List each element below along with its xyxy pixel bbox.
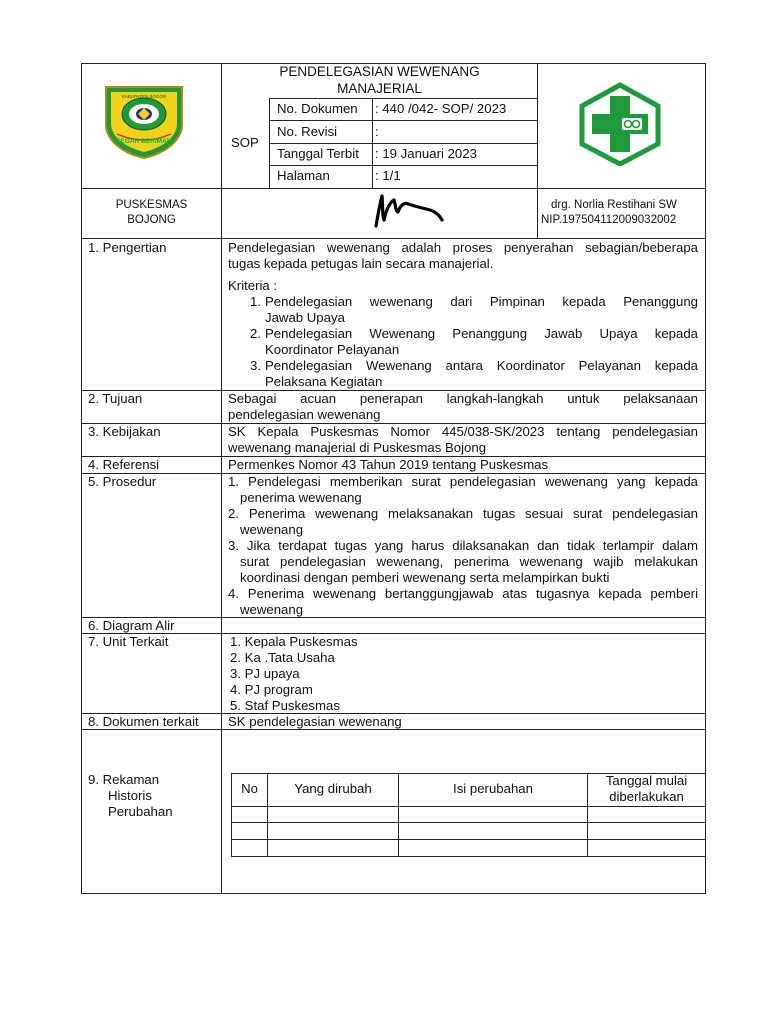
s5-step1-line2: penerima wewenang — [240, 490, 362, 505]
rev-col-content: Isi perubahan — [453, 781, 533, 796]
rev-col-changed: Yang dirubah — [294, 781, 372, 796]
s5-step3-line3: koordinasi dengan pemberi wewenang serta melampirkan bukti — [240, 570, 610, 585]
section-9-label-line1: 9. Rekaman — [88, 772, 160, 787]
row-line-6 — [81, 633, 706, 634]
rev-table-bottom — [231, 856, 706, 857]
header-title-bottom — [269, 98, 537, 99]
s5-step4-line1: 4. Penerima wewenang bertanggungjawab atas tugasnya kepada pemberi — [228, 586, 698, 601]
s7-unit-3: 3. PJ upaya — [230, 666, 300, 681]
section-9-label-line2: Historis — [108, 788, 152, 803]
s1-criteria-1-line2: Jawab Upaya — [265, 310, 345, 325]
issue-date-label: Tanggal Terbit — [277, 146, 359, 161]
page-label: Halaman — [277, 168, 330, 183]
doc-title-line1: PENDELEGASIAN WEWENANG — [279, 64, 480, 79]
s1-definition-line1: Pendelegasian wewenang adalah proses penyerahan sebagian/beberapa — [228, 240, 698, 255]
page-value: : 1/1 — [375, 168, 401, 183]
green-cross-icon — [578, 82, 662, 166]
s1-criteria-2-line1: Pendelegasian Wewenang Penanggung Jawab Upaya kepada — [265, 326, 698, 341]
signer-nip: NIP.197504112009032002 — [541, 214, 677, 226]
s2-line1: Sebagai acuan penerapan langkah-langkah untuk pelaksanaan — [228, 391, 698, 406]
s3-line1: SK Kepala Puskesmas Nomor 445/038-SK/2023 tentang pendelegasian — [228, 424, 698, 439]
border-bottom — [81, 893, 706, 894]
logo-inner-text: KABUPATEN BOGOR — [121, 94, 167, 99]
s7-unit-5: 5. Staf Puskesmas — [230, 698, 340, 713]
doc-title-line2: MANAJERIAL — [337, 81, 422, 96]
s7-unit-4: 4. PJ program — [230, 682, 313, 697]
section-3-label: 3. Kebijakan — [88, 424, 161, 439]
sop-label: SOP — [231, 135, 259, 150]
org-name-line1: PUSKESMAS — [115, 199, 188, 211]
rev-col-date-line1: Tanggal mulai — [605, 773, 688, 788]
s1-criteria-num-2: 2. — [250, 326, 261, 341]
section-8-label: 8. Dokumen terkait — [88, 714, 199, 729]
issue-date-value: : 19 Januari 2023 — [375, 146, 477, 161]
section-5-label: 5. Prosedur — [88, 474, 157, 489]
row-line-5 — [81, 617, 706, 618]
section-7-label: 7. Unit Terkait — [88, 634, 169, 649]
header-top-bottom — [81, 188, 706, 189]
s1-criteria-3-line2: Pelaksana Kegiatan — [265, 374, 383, 389]
header-bottom — [81, 238, 706, 239]
s5-step3-line1: 3. Jika terdapat tugas yang harus dilaksanakan dan tidak terlampir dalam — [228, 538, 698, 553]
s5-step2-line1: 2. Penerima wewenang melaksanakan tugas sesuai surat pendelegasian — [228, 506, 698, 521]
s2-line2: pendelegasian wewenang — [228, 407, 381, 422]
s1-criteria-2-line2: Koordinator Pelayanan — [265, 342, 400, 357]
header-row1-bottom — [269, 120, 537, 121]
section-4-label: 4. Referensi — [88, 457, 160, 472]
revision-value: : — [375, 124, 379, 139]
rev-table-row1-bottom — [231, 822, 706, 823]
rev-table-row2-bottom — [231, 839, 706, 840]
s7-unit-1: 1. Kepala Puskesmas — [230, 634, 358, 649]
header-divider-right — [537, 63, 538, 238]
doc-number-value: : 440 /042- SOP/ 2023 — [375, 101, 507, 116]
logo-motto: TEGAR BERIMAN — [116, 138, 172, 145]
kabupaten-logo — [103, 84, 185, 160]
s4-line1: Permenkes Nomor 43 Tahun 2019 tentang Puskesmas — [228, 457, 549, 472]
rev-col-date-line2: diberlakukan — [609, 789, 684, 804]
s5-step2-line2: wewenang — [240, 522, 304, 537]
section-6-label: 6. Diagram Alir — [88, 618, 175, 633]
signer-name: drg. Norlia Restihani SW — [551, 199, 677, 211]
section-1-label: 1. Pengertian — [88, 240, 167, 255]
section-9-label-line3: Perubahan — [108, 804, 173, 819]
s5-step1-line1: 1. Pendelegasi memberikan surat pendelegasian wewenang yang kepada — [228, 474, 698, 489]
rev-col-no: No — [241, 781, 258, 796]
signature — [368, 190, 452, 234]
rev-table-header-bottom — [231, 806, 706, 807]
signature-icon — [368, 190, 452, 234]
s1-criteria-1-line1: Pendelegasian wewenang dari Pimpinan kepada Penanggung — [265, 294, 698, 309]
s1-criteria-label: Kriteria : — [228, 278, 278, 293]
s8-line1: SK pendelegasian wewenang — [228, 714, 402, 729]
s1-criteria-num-3: 3. — [250, 358, 261, 373]
s7-unit-2: 2. Ka .Tata Usaha — [230, 650, 335, 665]
s1-criteria-3-line1: Pendelegasian Wewenang antara Koordinator Pelayanan kepada — [265, 358, 698, 373]
s1-criteria-num-1: 1. — [250, 294, 261, 309]
puskesmas-logo — [578, 82, 662, 166]
section-2-label: 2. Tujuan — [88, 391, 143, 406]
s1-definition-line2: tugas kepada petugas lain secara manajerial. — [228, 256, 494, 271]
org-name-line2: BOJONG — [127, 214, 176, 226]
s5-step4-line2: wewenang — [240, 602, 304, 617]
s5-step3-line2: surat pendelegasian wewenang, penerima wewenang wajib melakukan — [240, 554, 698, 569]
revision-label: No. Revisi — [277, 124, 338, 139]
s3-line2: wewenang manajerial di Puskesmas Bojong — [228, 440, 487, 455]
header-row2-bottom — [269, 143, 537, 144]
doc-number-label: No. Dokumen — [277, 101, 358, 116]
header-row3-bottom — [269, 165, 537, 166]
